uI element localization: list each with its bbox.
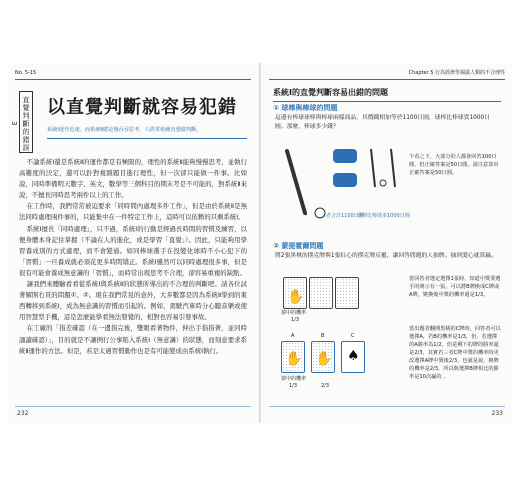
bat-icon xyxy=(287,151,306,215)
book-spread xyxy=(7,63,513,423)
question-2-note-2: 當出題者翻開黑桃的C牌時，回答者可以選擇A，若B的機率是1/3，但，若選擇的A勝率為1/2，但是剩下的牌的勝率還是2/3，其實若三者C牌中獎的機率時更改選擇A牌中獎後2/3，也就是說，換牌的機率是2/3，所以與選擇B牌相比的勝率是10次贏的 。 xyxy=(409,326,501,380)
lead-rule xyxy=(47,138,247,139)
price-box-a xyxy=(333,149,357,163)
paragraph: 在工廠的「指差確認（在一邊指完後，雙眼看著物件，伸出手指指著，並同時誦讀確認）」，目的就是不讓例行公事陷入系統Ⅰ（無意識）的狀態，而刻意要求系統Ⅱ運作的方法。但是，若是太過習慣動作也是有可能變成由系統Ⅰ執行。 xyxy=(19,324,247,355)
paragraph: 在工作時，我們常常被迫要求「同時間內處理多件工作」，但是由於系統Ⅱ是無法同時處理兩件事的，只能集中在一件特定工作上，這時可以依賴的只剩系統Ⅰ。 xyxy=(19,202,247,222)
ball-icon-small xyxy=(380,180,386,186)
prob-label: 猜中的機率 xyxy=(281,376,307,382)
prob-value: 1/3 xyxy=(291,317,300,323)
spade-icon: ♠ xyxy=(347,348,360,364)
section-title: 系統Ⅰ的直覺判斷容易出錯的問題 xyxy=(273,87,501,102)
prob-value: 2/3 xyxy=(321,383,330,389)
paragraph: 系統Ⅰ擅長「同時處理」，只不過，系統Ⅰ的行動是經過長時間的習慣及練習，以便身體本身記住掌握（不論在人的進化，或是學習「直覺」）。因此，只能夠用學習養成別的方式處理，而不會變通。如同棒球選手在投變化球時不小心犯下的「習慣」一旦養成就必須花更多時間矯正。系統Ⅰ雖然可以同時處理很多事，但是很有可能會養成無意識的「習慣」，而時常出現思考不合理，卻容易重複的缺點。 xyxy=(19,224,247,277)
left-footer-rule xyxy=(15,406,251,407)
question-1-heading: ① 球棒與棒球的問題 xyxy=(273,104,338,112)
card-label-a: A xyxy=(291,333,295,339)
hand-icon: ✋ xyxy=(285,351,303,367)
paragraph: 讓我們來體驗看看從系統Ⅰ與系統Ⅱ的狀態所導出的不合理的判斷吧。請各位試著解開右頁的問題①、②。現在我們常見的意外，大多數都是因為系統Ⅱ學到的東西轉移到系統Ⅰ，成為無意識的習慣而引起的。例如，駕駛汽車時分心聽音樂或使用智慧型手機，這是怎麼能學看無法發覺的，相對也容易引發事故。 xyxy=(19,280,247,322)
card-c-spade xyxy=(341,341,365,373)
card-label-c: C xyxy=(351,333,355,339)
right-page-number: 233 xyxy=(491,410,503,417)
paragraph: 不論系統Ⅰ還是系統Ⅱ的運作都是有極限的，理性的系統Ⅱ能夠慢慢思考，並執行高難度的決定，還可以針對複雜題目進行理性，但一次卻只能做一件事。比如說，同時準備明天數字、英文，數學等三個科目的期末考是不可能的，對系統Ⅱ來說，不擅長同時思考兩件以上的工作。 xyxy=(19,158,247,200)
prob-label: 猜中的機率 xyxy=(281,310,307,316)
card xyxy=(309,277,333,309)
right-footer-rule xyxy=(269,406,505,407)
question-2-note-1: 當回答者選定選擇1張時，知道中獎要選手的開示有一張，可以將B牌換成C牌或A牌，變換後中獎的機率還是1/3。 xyxy=(409,276,501,298)
left-body xyxy=(19,157,247,357)
lead-text: 系統Ⅰ運作迅速，而系統Ⅱ總是慢吞吞思考，人經常依賴直覺做判斷。 xyxy=(47,127,202,133)
right-running-header: Chapter 5 行為經濟學揭露人類的不合理性 xyxy=(408,70,505,76)
left-page xyxy=(7,63,259,423)
card-label-b: B xyxy=(321,333,325,339)
bat-ball-illustration xyxy=(275,143,415,223)
question-1-text: 這邊有棒球球棒與棒球兩樣商品，其價錢相加等於1100日圓，球棒比棒球貴1000日圓。那麼，棒球多少錢？ xyxy=(275,115,491,130)
chapter-lead xyxy=(47,126,247,139)
question-1-answer: 乍看之下，大部分的人都會回答100日圓，但正確答案是50日圓。請注意算出正確答案是50日圓。 xyxy=(409,154,499,176)
left-header-rule xyxy=(15,79,251,80)
chapter-title: 以直覺判斷就容易犯錯 xyxy=(47,97,237,118)
left-running-header: No. 5-15 xyxy=(15,70,37,76)
callout-sum: 二者合計1100日圓 xyxy=(321,213,364,219)
left-page-number: 232 xyxy=(17,410,29,417)
callout-diff: 球棒比棒球多1000日圓 xyxy=(357,213,410,219)
question-2-text: 將2張黑桃的撲克牌與1張紅心的撲克牌反覆，讓回答問題的人抽牌。抽到愛心就算贏。 xyxy=(275,253,497,259)
question-2-heading: ② 蒙提霍爾問題 xyxy=(273,242,324,250)
price-box-b xyxy=(333,173,357,187)
right-header-rule xyxy=(269,79,505,80)
prob-value: 1/3 xyxy=(289,383,298,389)
hand-icon: ✋ xyxy=(315,351,333,367)
chapter-box: 直覺判斷的錯誤 3 xyxy=(19,91,33,153)
card xyxy=(335,277,359,309)
right-page xyxy=(261,63,513,423)
hand-icon: ✋ xyxy=(287,289,305,305)
